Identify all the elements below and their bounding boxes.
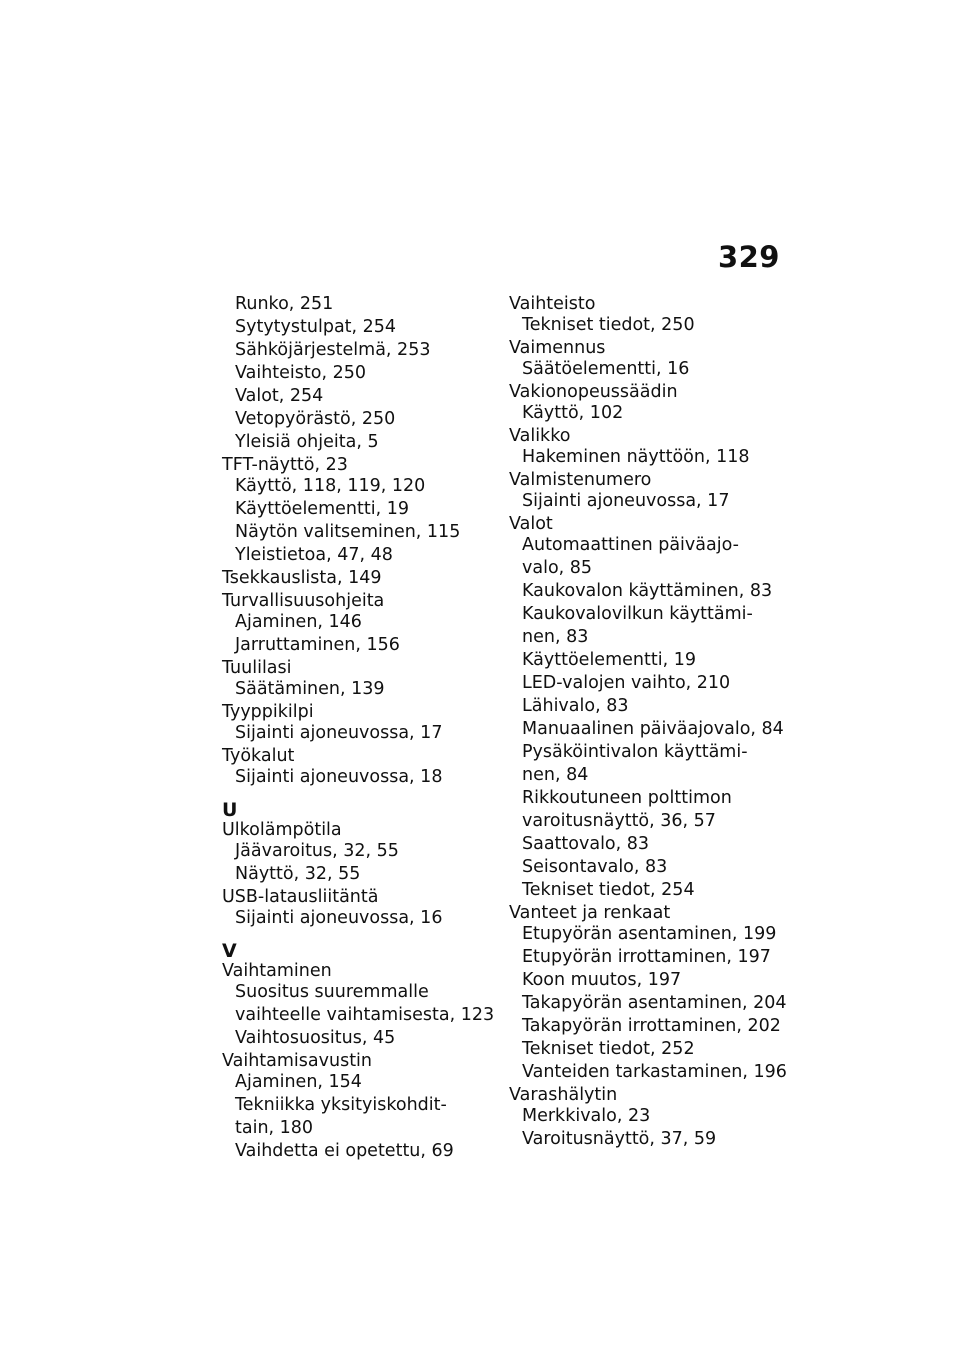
index-entry: Valmistenumero [509, 470, 652, 490]
index-subentry: Merkkivalo, 23 [522, 1106, 651, 1126]
index-subentry: vaihteelle vaihtamisesta, 123 [235, 1005, 495, 1025]
index-subentry: Tekniset tiedot, 252 [522, 1039, 695, 1059]
index-subentry: Sijainti ajoneuvossa, 16 [235, 908, 443, 928]
index-subentry: varoitusnäyttö, 36, 57 [522, 811, 716, 831]
index-entry: Valikko [509, 426, 571, 446]
index-subentry: Tekniikka yksityiskohdit- [235, 1095, 447, 1115]
index-subentry: nen, 83 [522, 627, 589, 647]
index-entry: Vaihteisto [509, 294, 596, 314]
index-subentry: Tekniset tiedot, 254 [522, 880, 695, 900]
index-subentry: Vetopyörästö, 250 [235, 409, 396, 429]
index-subentry: Sähköjärjestelmä, 253 [235, 340, 431, 360]
index-subentry: Säätäminen, 139 [235, 679, 385, 699]
index-subentry: Näyttö, 32, 55 [235, 864, 361, 884]
index-subentry: Lähivalo, 83 [522, 696, 629, 716]
index-column-right [509, 294, 799, 1150]
index-subentry: Takapyörän asentaminen, 204 [522, 993, 787, 1013]
index-entry: Vaimennus [509, 338, 606, 358]
index-subentry: Suositus suuremmalle [235, 982, 429, 1002]
index-subentry: Yleistietoa, 47, 48 [235, 545, 393, 565]
index-subentry: Vaihdetta ei opetettu, 69 [235, 1141, 454, 1161]
index-subentry: Ajaminen, 154 [235, 1072, 362, 1092]
index-entry: Ulkolämpötila [222, 820, 342, 840]
index-subentry: Etupyörän asentaminen, 199 [522, 924, 777, 944]
index-subentry: Yleisiä ohjeita, 5 [235, 432, 379, 452]
index-entry: Vaihtamisavustin [222, 1051, 373, 1071]
index-subentry: Sytytystulpat, 254 [235, 317, 397, 337]
index-subentry: Manuaalinen päiväajovalo, 84 [522, 719, 784, 739]
index-entry: Työkalut [222, 746, 295, 766]
index-entry: Turvallisuusohjeita [222, 591, 385, 611]
index-subentry: Käyttö, 102 [522, 403, 624, 423]
index-column-left [222, 294, 495, 1162]
index-subentry: Hakeminen näyttöön, 118 [522, 447, 750, 467]
index-subentry: Koon muutos, 197 [522, 970, 682, 990]
index-subentry: Jäävaroitus, 32, 55 [235, 841, 399, 861]
index-subentry: Kaukovalovilkun käyttämi- [522, 604, 753, 624]
page-number: 329 [717, 240, 780, 274]
index-entry: Tuulilasi [222, 658, 292, 678]
index-subentry: Seisontavalo, 83 [522, 857, 668, 877]
index-subentry: Käyttöelementti, 19 [235, 499, 409, 519]
index-subentry: tain, 180 [235, 1118, 314, 1138]
index-subentry: Sijainti ajoneuvossa, 17 [235, 723, 443, 743]
index-subentry: Säätöelementti, 16 [522, 359, 690, 379]
index-entry: Vakionopeussäädin [509, 382, 678, 402]
index-subentry: Runko, 251 [235, 294, 334, 314]
index-subentry: Kaukovalon käyttäminen, 83 [522, 581, 773, 601]
index-entry: Vanteet ja renkaat [509, 903, 671, 923]
index-subentry: Varoitusnäyttö, 37, 59 [522, 1129, 717, 1149]
index-entry: USB-latausliitäntä [222, 887, 379, 907]
index-entry: Tyyppikilpi [222, 702, 314, 722]
index-letter-heading: U [222, 799, 238, 821]
index-subentry: Saattovalo, 83 [522, 834, 650, 854]
index-letter-heading: V [222, 940, 237, 962]
index-subentry: Sijainti ajoneuvossa, 17 [522, 491, 730, 511]
index-subentry: Käyttöelementti, 19 [522, 650, 696, 670]
index-subentry: Tekniset tiedot, 250 [522, 315, 695, 335]
index-subentry: nen, 84 [522, 765, 589, 785]
index-subentry: Vaihteisto, 250 [235, 363, 366, 383]
index-subentry: Jarruttaminen, 156 [235, 635, 400, 655]
index-subentry: Vaihtosuositus, 45 [235, 1028, 396, 1048]
index-entry: TFT-näyttö, 23 [222, 455, 348, 475]
index-subentry: Vanteiden tarkastaminen, 196 [522, 1062, 787, 1082]
index-subentry: Sijainti ajoneuvossa, 18 [235, 767, 443, 787]
index-entry: Vaihtaminen [222, 961, 332, 981]
index-subentry: Valot, 254 [235, 386, 324, 406]
index-subentry: Pysäköintivalon käyttämi- [522, 742, 748, 762]
index-subentry: Käyttö, 118, 119, 120 [235, 476, 426, 496]
index-subentry: Automaattinen päiväajo- [522, 535, 739, 555]
index-subentry: Rikkoutuneen polttimon [522, 788, 732, 808]
index-subentry: Takapyörän irrottaminen, 202 [522, 1016, 781, 1036]
index-subentry: LED-valojen vaihto, 210 [522, 673, 731, 693]
index-entry: Tsekkauslista, 149 [222, 568, 382, 588]
index-entry: Varashälytin [509, 1085, 618, 1105]
index-entry: Valot [509, 514, 553, 534]
index-subentry: valo, 85 [522, 558, 593, 578]
index-subentry: Näytön valitseminen, 115 [235, 522, 461, 542]
index-subentry: Ajaminen, 146 [235, 612, 362, 632]
index-subentry: Etupyörän irrottaminen, 197 [522, 947, 771, 967]
